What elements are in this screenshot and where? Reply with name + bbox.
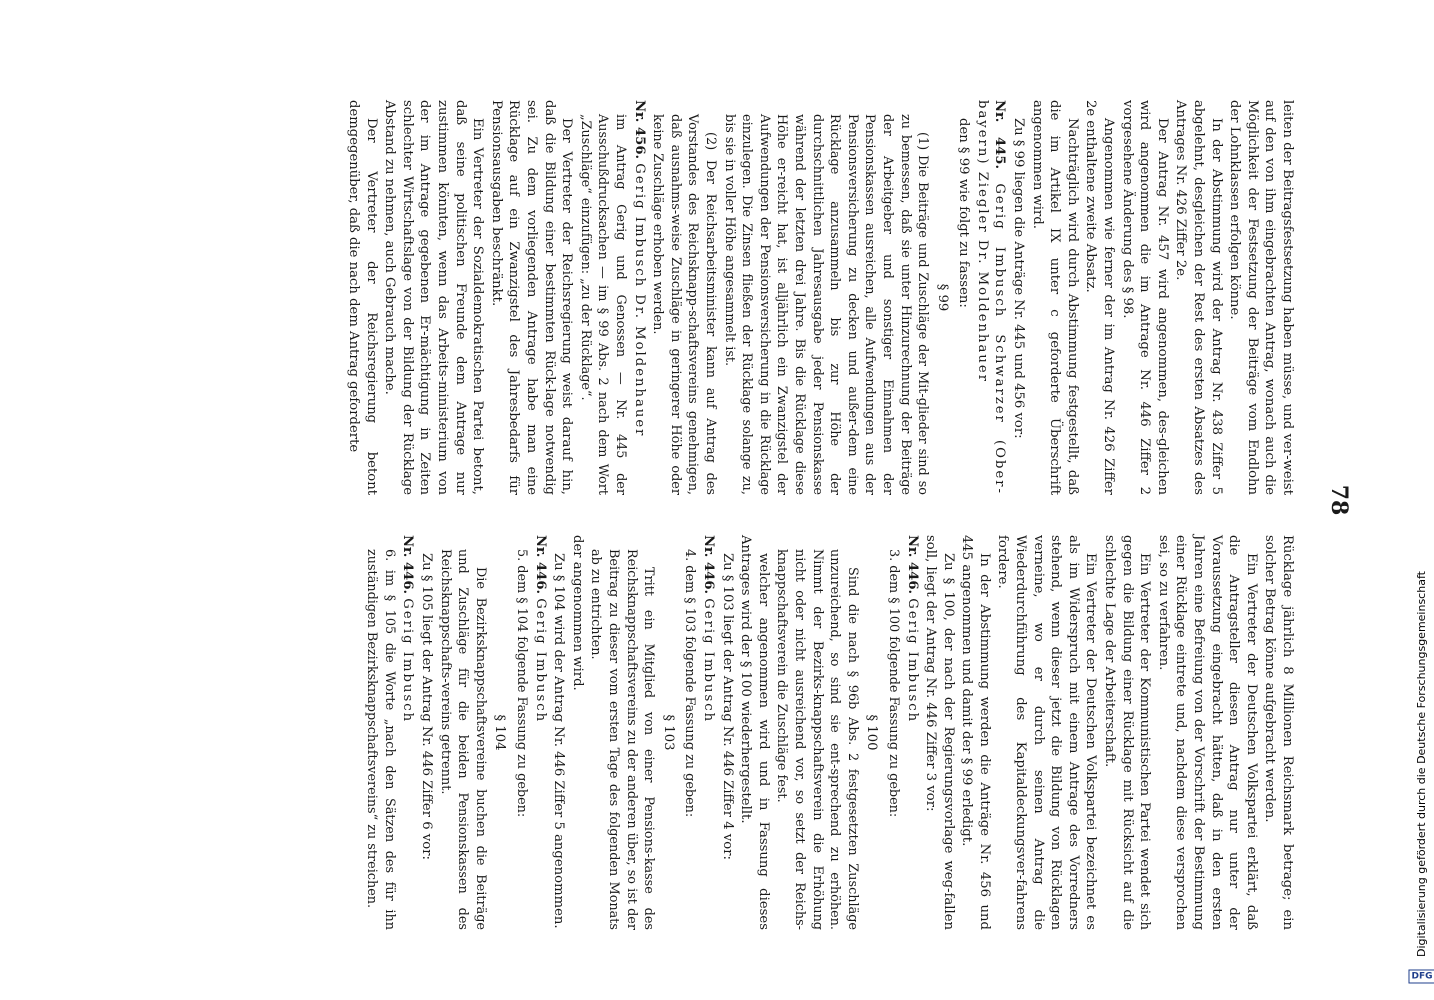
section-heading: § 99 [934, 283, 950, 312]
motion-item: 4. dem § 103 folgende Fassung zu geben: [682, 549, 698, 818]
quoted-text: Die Bezirksknappschaftsvereine buchen die Beiträge und Zuschläge für die beiden Pensionskassen des Reichsknappschafts-vereins getrennt. [437, 549, 488, 930]
motion-signers: Gerig Imbusch [904, 598, 920, 724]
paragraph: Zu § 99 liegen die Anträge Nr. 445 und 456 vor: [1011, 118, 1027, 439]
right-column [363, 535, 1296, 930]
section-heading: § 104 [492, 714, 508, 751]
motion-label: Nr. 446. [400, 535, 416, 595]
quoted-text: Tritt ein Mitglied von einer Pensions-kasse des Reichsknappschaftsvereins zu der anderen über, so ist der Beitrag zu dieser vom ersten Tage des folgenden Monats ab zu entrichten. [588, 549, 657, 930]
paragraph: Der Vertreter der Reichsregierung betont demgegenüber, daß die nach dem Antrag geforderte [346, 100, 379, 495]
paragraph: Ein Vertreter der Kommunistischen Partei wendet sich gegen die Bildung einer Rücklage mit Rücksicht auf die schlechte Lage der Arbeiterschaft. [1102, 535, 1153, 930]
dfg-logo: DFG [1408, 969, 1434, 983]
paragraph: Zu § 100, der nach der Regierungsvorlage weg-fallen soll, liegt der Antrag Nr. 446 Ziffer 3 vor: [923, 535, 956, 930]
motion-label: Nr. 446. [904, 535, 920, 595]
motion-label: Nr. 446. [532, 535, 548, 595]
motion-signers: Gerig Imbusch [400, 598, 416, 724]
quoted-text: Sind die nach § 96b Abs. 2 festgesetzten Zuschläge unzureichend, so sind sie ent-sprechend zu erhöhen. Nimmt der Bezirks-knappschaftsverein die Erhöhung nicht oder nicht ausreichend vor, so setzt der Reichs-knappschaftsverein die Zuschläge fest. [774, 549, 860, 930]
page-number: 78 [1326, 484, 1352, 516]
motion-label: Nr. 456. [631, 100, 647, 160]
quoted-text: (2) Der Reichsarbeitsminister kann auf Antrag des Vorstandes des Reichsknapp-schaftsvereins genehmigen, daß ausnahms-weise Zuschläge in geringerer Höhe oder keine Zuschläge erhoben werden. [650, 114, 718, 495]
motion-item: 5. dem § 104 folgende Fassung zu geben: [514, 549, 530, 818]
motion-label: Nr. 446. [701, 535, 716, 595]
paragraph: Zu § 104 wird der Antrag Nr. 446 Ziffer 5 angenommen. [551, 553, 567, 929]
paragraph: Ein Vertreter der Deutschen Volkspartei bezeichnet es als im Widerspruch mit einem Antrage des Vorredners stehend, wenn dieser jetzt die Bildung von Rücklagen verneine, wo er durch seinen Antrag die Wiederdurchführung des Kapitaldeckungsver-fahrens fordere. [995, 535, 1099, 930]
paragraph: Ein Vertreter der Sozialdemokratischen Partei betont, daß seine politischen Freunde dem Antrage nur zustimmen könnten, wenn das Arbeits-ministerium von der im Antrage gegebenen Er-mächtigung in Zeiten schlechter Wirtschaftslage von der Bildung der Rücklage Abstand zu nehmen, auch Gebrauch mache. [382, 100, 486, 495]
paragraph: Angenommen wie ferner der im Antrag Nr. 426 Ziffer 2e enthaltene zweite Absatz. [1083, 100, 1117, 495]
left-column [345, 100, 1296, 495]
paragraph: In der Abstimmung werden die Anträge Nr. 456 und 445 angenommen und damit der § 99 erledigt. [959, 535, 992, 930]
motion-signers: Gerig Imbusch [701, 598, 716, 724]
paragraph: Zu § 105 liegt der Antrag Nr. 446 Ziffer 6 vor: [419, 553, 435, 860]
paragraph: leiten der Beitragsfestsetzung haben müsse, und ver-weist auf den von ihm eingebrachten Antrag, wonach auch die Möglichkeit der Festsetzung der Beiträge vom Endlohn der Lohnklassen erfolgen könne. [1227, 100, 1295, 495]
paragraph: Rücklage jährlich 8 Millionen Reichsmark betrage; ein solcher Betrag könne aufgebracht werden. [1262, 535, 1295, 930]
paragraph: Zu § 103 liegt der Antrag Nr. 446 Ziffer 4 vor: [719, 553, 735, 860]
paragraph: Der Antrag Nr. 457 wird angenommen, des-gleichen wird angenommen die im Antrage Nr. 446 Ziffer 2 vorgesehene Änderung des § 98. [1119, 100, 1170, 495]
footer-caption: Digitalisierung gefördert durch die Deutsche Forschungsgemeinschaft [1415, 571, 1428, 957]
motion-label: Nr. 445. [992, 100, 1008, 170]
motion-signers: Gerig Imbusch Schwarzer (Ober-bayern) Ziegler Dr. Moldenhauer [974, 100, 1008, 496]
paragraph: Ein Vertreter der Deutschen Volkspartei erklärt, daß die Antragsteller diesen Antrag nur unter der Voraussetzung eingebracht hätten, daß in den ersten Jahren eine Befreiung von der Vorschrift der Bestimmung einer Rücklage eintrete und, nachdem diese versprochen sei, so zu verfahren. [1155, 535, 1259, 930]
motion-445 [973, 100, 1008, 495]
paragraph: welcher angenommen wird und in Fassung dieses Antrages wird der § 100 wiederhergestellt. [738, 535, 771, 930]
motion-456 [630, 100, 648, 495]
paragraph: Nachträglich wird durch Abstimmung festgestellt, daß die im Artikel IX unter c geforderte Überschrift angenommen wird. [1029, 100, 1080, 495]
motion-intro: den § 99 wie folgt zu fassen: [956, 118, 972, 308]
quoted-text: (1) Die Beiträge und Zuschläge der Mit-glieder sind so zu bemessen, daß sie unter Hinzurechnung der Beiträge der Arbeitgeber und sonstiger Einnahmen der Pensionskassen ausreichen, alle Aufwendungen aus der Pensionsversicherung zu decken und außer-dem eine Rücklage anzusammeln bis zur Höhe der durchschnittlichen Jahresausgabe jeder Pensionskasse während der letzten drei Jahre. Bis die Rücklage diese Höhe er-reicht hat, ist alljährlich ein Zwanzigstel der Aufwendungen der Pensionsversicherung in die Rücklage einzulegen. Die Zinsen fließen der Rücklage solange zu, bis sie in voller Höhe angesammelt ist. [721, 114, 931, 495]
motion-signers: Gerig Imbusch [532, 598, 548, 724]
paragraph: In der Abstimmung wird der Antrag Nr. 438 Ziffer 5 abgelehnt, desgleichen der Rest des ersten Absatzes des Antrages Nr. 426 Ziffer 2e. [1173, 100, 1224, 495]
motion-446 [699, 535, 717, 930]
paragraph: Der Vertreter der Reichsregierung weist darauf hin, daß die Bildung einer bestimmten Rück-lage notwendig sei. Zu dem vorliegenden Antrage habe man eine Rücklage auf ein Zwanzigstel des Jahresbedarfs für Pensionsausgaben beschränkt. [488, 100, 575, 495]
section-heading: § 100 [864, 714, 880, 751]
motion-item: 3. dem § 100 folgende Fassung zu geben: [885, 549, 901, 818]
motion-446 [399, 535, 417, 930]
motion-446 [903, 535, 921, 930]
digitization-footer [1410, 0, 1434, 1000]
motion-signers: Gerig Imbusch Dr. Moldenhauer [631, 163, 647, 438]
motion-item: 6. im § 105 die Worte „nach den Sätzen des für ihn zuständigen Bezirksknappschaftsvereins“ zu streichen. [364, 549, 397, 930]
paragraph: der angenommen wird. [569, 535, 585, 691]
quoted-text: im Antrag Gerig und Genossen — Nr. 445 der Ausschußdrucksachen — im § 99 Abs. 2 nach dem Wort „Zuschläge“ einzufügen: „zu der Rücklage“. [577, 114, 629, 495]
footer-text-wrapper [1410, 0, 1434, 1000]
section-heading: § 103 [660, 714, 676, 751]
motion-446 [531, 535, 549, 930]
